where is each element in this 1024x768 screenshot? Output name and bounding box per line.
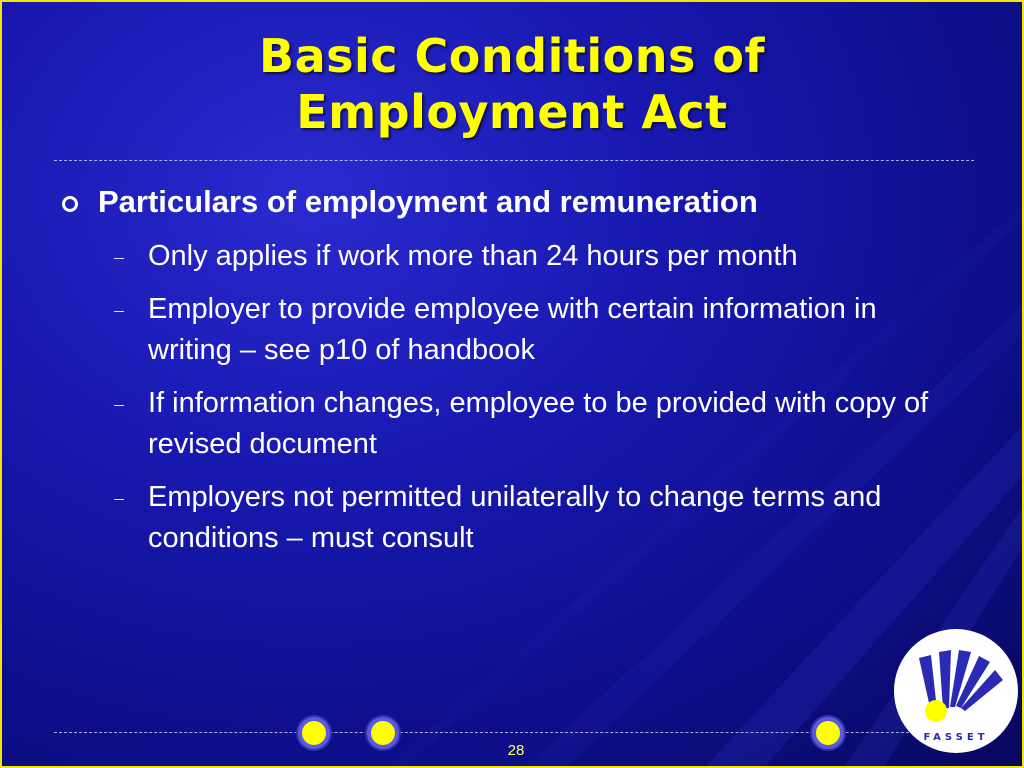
yellow-dot-icon	[298, 717, 330, 749]
main-bullet	[62, 180, 962, 224]
ring-bullet-icon	[62, 196, 78, 212]
slide-content	[62, 180, 962, 559]
sub-bullet-text: If information changes, employee to be provided with copy of revised document	[148, 387, 929, 460]
yellow-dot-icon	[367, 717, 399, 749]
fasset-logo-icon	[893, 628, 1019, 754]
yellow-dot-icon	[812, 717, 844, 749]
title-line-1: Basic Conditions of	[259, 29, 765, 83]
top-divider	[54, 160, 974, 161]
slide-title	[2, 28, 1022, 140]
sub-bullet-text: Only applies if work more than 24 hours per month	[148, 240, 798, 272]
sub-bullet-text: Employer to provide employee with certain information in writing – see p10 of handbook	[148, 293, 877, 366]
dash-bullet-icon	[114, 405, 124, 406]
logo-text: FASSET	[923, 732, 989, 743]
sub-bullet-1	[114, 236, 962, 277]
dash-bullet-icon	[114, 311, 124, 312]
main-bullet-text: Particulars of employment and remuneration	[98, 184, 758, 219]
title-line-2: Employment Act	[296, 85, 728, 139]
sub-bullet-4	[114, 477, 962, 559]
page-number: 28	[507, 742, 525, 759]
sub-bullet-2	[114, 289, 962, 371]
sub-bullet-3	[114, 383, 962, 465]
dash-bullet-icon	[114, 499, 124, 500]
sub-bullet-text: Employers not permitted unilaterally to change terms and conditions – must consult	[148, 481, 882, 554]
dash-bullet-icon	[114, 258, 124, 259]
fasset-logo	[893, 628, 1019, 754]
